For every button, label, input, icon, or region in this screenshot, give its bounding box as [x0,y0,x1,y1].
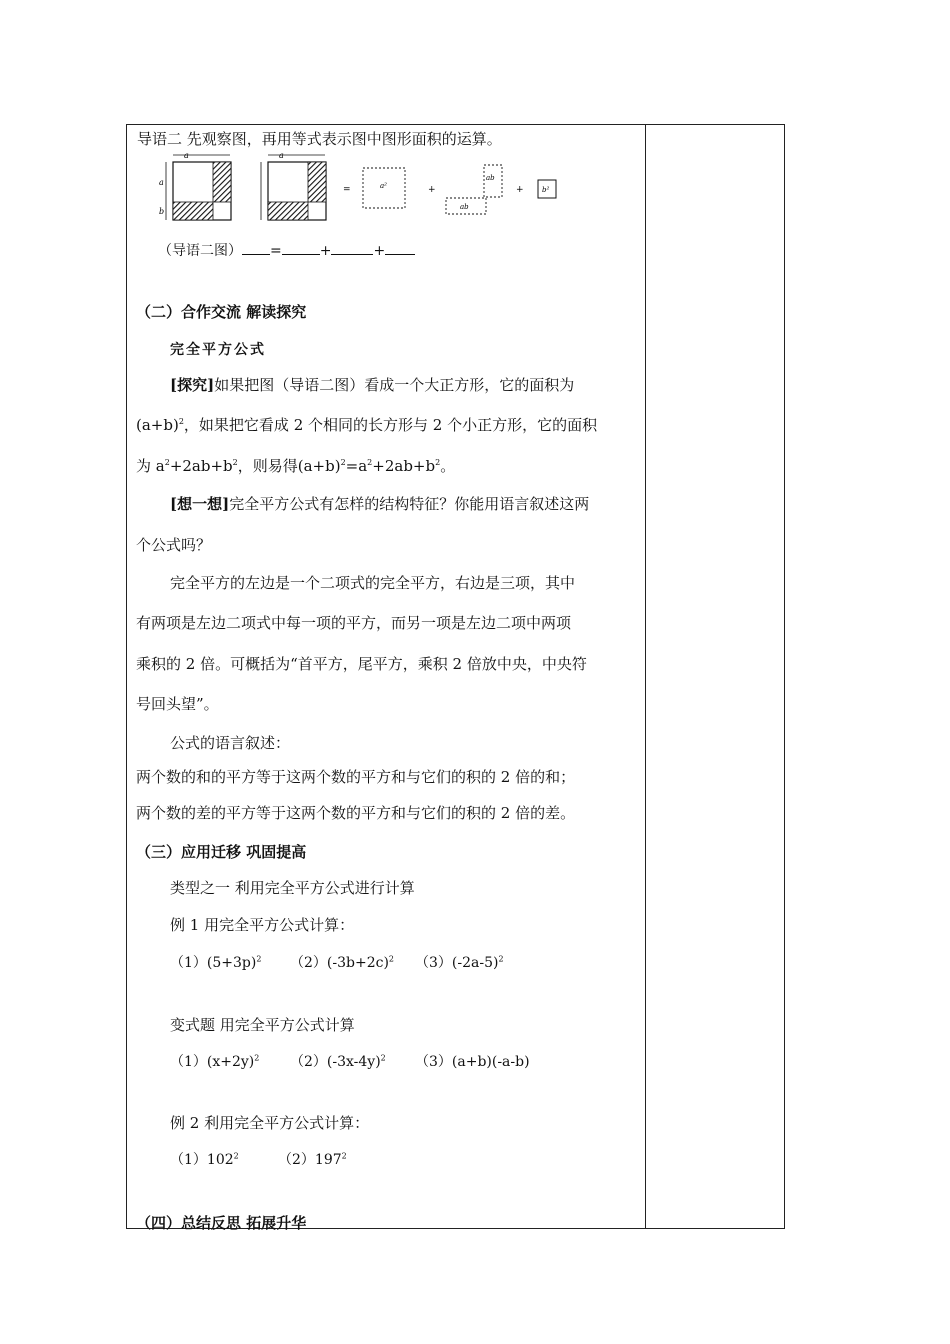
section-3-heading: （三）应用迁移 巩固提高 [136,843,307,861]
example-1-item-3: $(3)(-2a-5)^2$ [415,954,504,971]
para-line-2: 有两项是左边二项式中每一项的平方，而另一项是左边二项中两项 [136,614,572,632]
explore-line-1 [170,375,574,395]
think-line-2: 个公式吗？ [136,536,212,554]
para-line-4: 号回头望”。 [136,695,219,713]
label-b-side: b [159,207,165,216]
para-line-1: 完全平方的左边是一个二项式的完全平方，右边是三项，其中 [170,574,576,592]
lang-line-2: 两个数的差的平方等于这两个数的平方和与它们的积的 2 倍的差。 [136,804,576,822]
figure-caption [158,240,415,261]
blank-2 [282,240,320,255]
plus-2: + [516,185,524,195]
explore-text-1: 如果把图（导语二图）看成一个大正方形，它的面积为 [214,376,575,394]
section-4-heading: （四）总结反思 拓展升华 [136,1214,307,1232]
variant-item-1: $(1)(x+2y)^2$ [170,1053,260,1070]
think-tag: [想一想] [170,495,230,513]
explore-tag: [探究] [170,376,215,394]
caption-prefix: （导语二图） [158,243,242,259]
caption-plus-2: + [373,243,386,259]
caption-plus-1: + [319,243,332,259]
explore-line-2: $(a+b)^2$，如果把它看成 2 个相同的长方形与 2 个小正方形，它的面积 [136,416,598,434]
label-b2: b² [542,186,550,194]
example-1-item-2: $(2)(-3b+2c)^2$ [290,954,395,971]
lang-line-1: 两个数的和的平方等于这两个数的平方和与它们的积的 2 倍的和； [136,768,576,786]
para-line-3: 乘积的 2 倍。可概括为“首平方，尾平方，乘积 2 倍放中央，中央符 [136,655,587,673]
caption-eq: = [270,243,282,259]
variant-item-2: $(2)(-3x-4y)^2$ [290,1053,386,1070]
label-a: a [184,151,189,160]
explore-line-3: 为 $a^2+2ab+b^2$，则易得$(a+b)^2=a^2+2ab+b^2$。 [136,457,456,475]
column-divider [645,124,646,1229]
example-1-title: 例 1 用完全平方公式计算： [170,916,355,934]
example-2-item-2: $(2)197^2$ [278,1151,347,1168]
intro-line: 导语二 先观察图，再用等式表示图中图形面积的运算。 [137,130,502,148]
type-1-title: 类型之一 利用完全平方公式进行计算 [170,879,415,897]
example-2-title: 例 2 利用完全平方公式计算： [170,1114,370,1132]
label-ab-1: ab [486,174,495,182]
example-1-item-1: $(1)(5+3p)^2$ [170,954,262,971]
example-2-item-1: $(1)102^2$ [170,1151,239,1168]
blank-4 [385,240,415,255]
square-figure-1 [159,151,231,220]
square-figure-2 [261,151,326,220]
lang-title: 公式的语言叙述： [170,734,291,752]
blank-3 [331,240,373,255]
label-a2: a² [380,182,387,190]
variant-title: 变式题 用完全平方公式计算 [170,1016,355,1034]
area-figure [158,150,568,225]
label-a-2: a [279,151,284,160]
blank-1 [242,240,270,255]
eq-sign: = [343,185,351,195]
label-a-side: a [159,178,164,187]
variant-item-3: （3）(a+b)(-a-b) [415,1054,530,1070]
think-line-1: [想一想]完全平方公式有怎样的结构特征？你能用语言叙述这两 [170,495,590,513]
section-2-subheading: 完全平方公式 [170,342,266,358]
section-2-heading: （二）合作交流 解读探究 [136,303,307,321]
plus-1: + [428,185,436,195]
label-ab-2: ab [460,203,469,211]
